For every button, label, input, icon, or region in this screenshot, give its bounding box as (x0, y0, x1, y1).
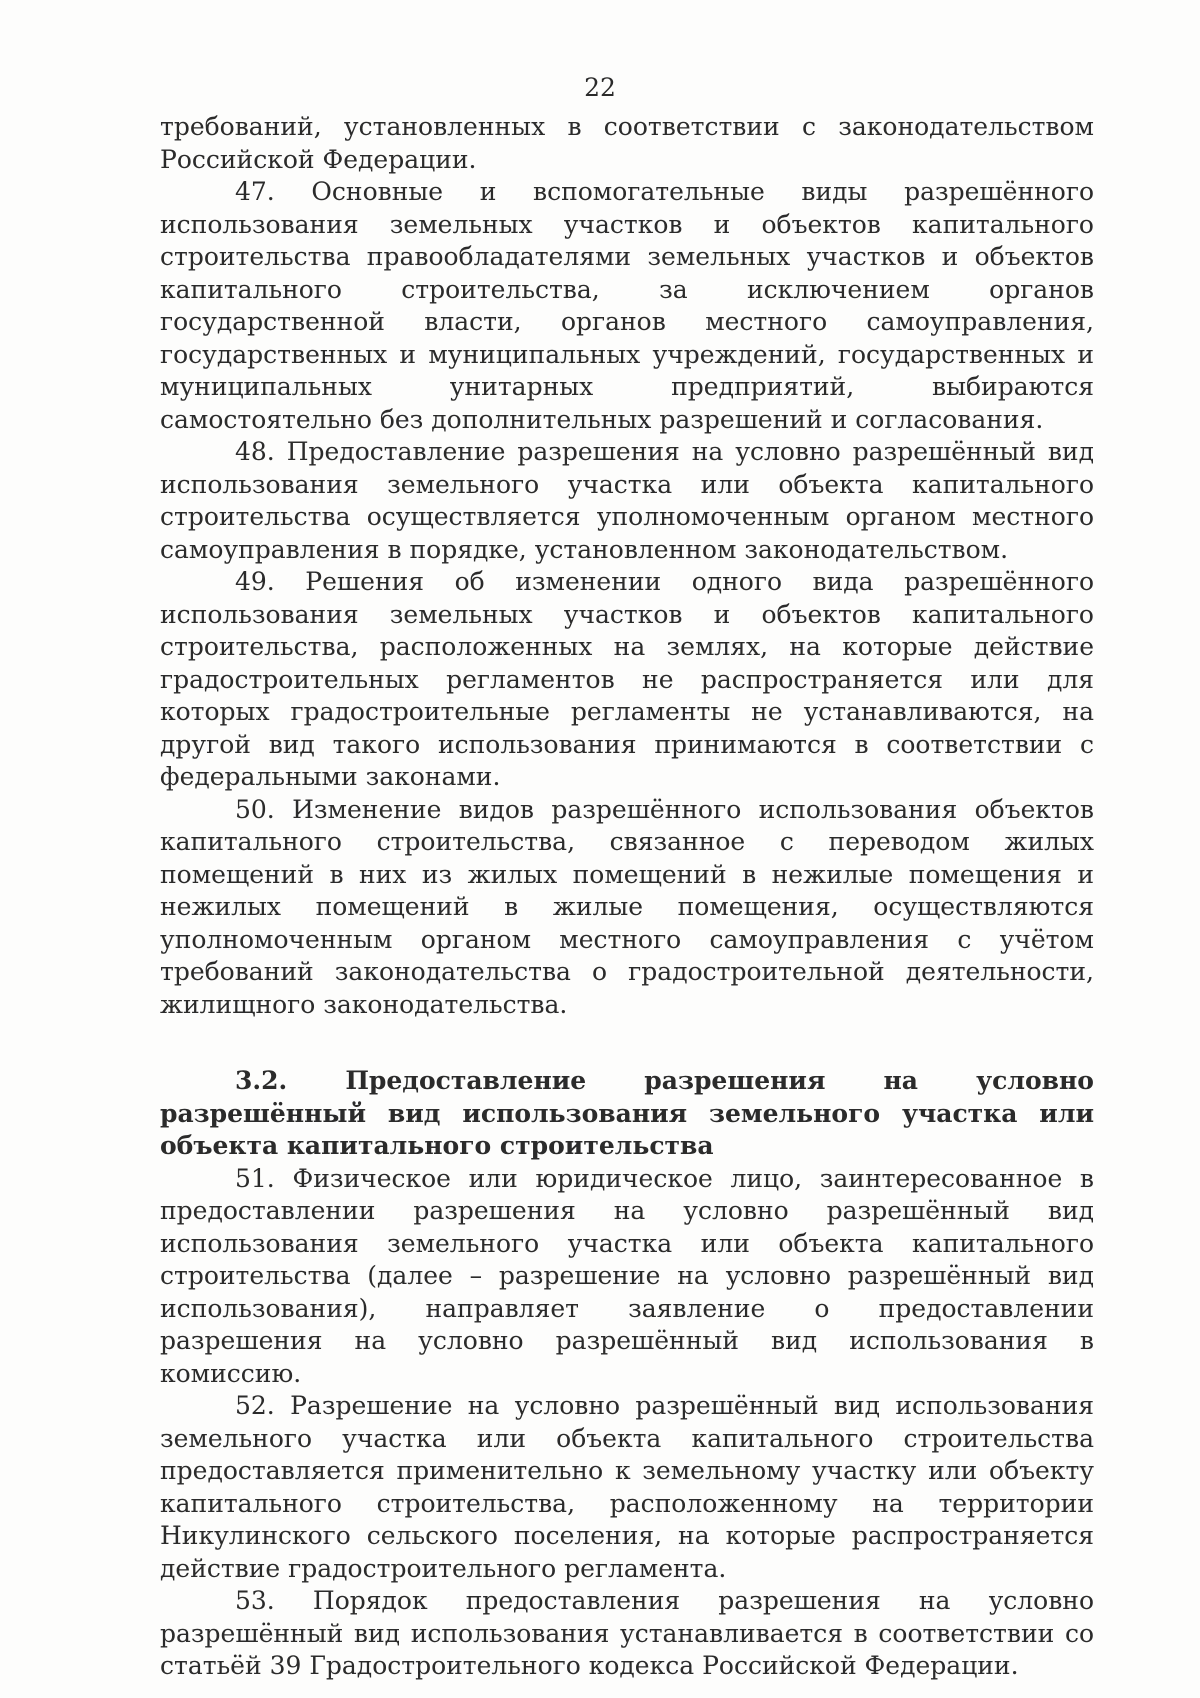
paragraph-number: 53. (235, 1586, 275, 1615)
paragraph-number: 52. (235, 1391, 275, 1420)
paragraph-text: Основные и вспомогательные виды разрешённого использования земельных участков и объектов капитального строительства правообладателями земельных участков и объектов капитального строительства, за исключением органов государственной власти, органов местного самоуправления, государственных и муниципальных учреждений, государственных и муниципальных унитарных предприятий, выбираются самостоятельно без дополнительных разрешений и согласования. (160, 177, 1094, 434)
paragraph-p47 (160, 176, 1094, 436)
paragraphs-before-section (160, 111, 1094, 1021)
paragraph-text: Порядок предоставления разрешения на условно разрешённый вид использования устанавливается в соответствии со статьёй 39 Градостроительного кодекса Российской Федерации. (160, 1586, 1095, 1680)
paragraph-text: Физическое или юридическое лицо, заинтересованное в предоставлении разрешения на условно разрешённый вид использования земельного участка или объекта капитального строительства (далее – разрешение на условно разрешённый вид использования), направляет заявление о предоставлении разрешения на условно разрешённый вид использования в комиссию. (160, 1163, 1095, 1388)
paragraph-p53 (160, 1585, 1094, 1683)
section-heading (160, 1065, 1094, 1163)
section-number: 3.2. (235, 1066, 288, 1095)
paragraph-text: Решения об изменении одного вида разрешённого использования земельных участков и объектов капитального строительства, расположенных на землях, на которые действие градостроительных регламентов не распространяется или для которых градостроительные регламенты не устанавливаются, на другой вид такого использования принимаются в соответствии с федеральными законами. (160, 567, 1094, 791)
paragraph-p51 (160, 1163, 1094, 1391)
paragraph-number: 47. (235, 177, 275, 206)
paragraph-text: Предоставление разрешения на условно разрешённый вид использования земельного участка или объекта капитального строительства осуществляется уполномоченным органом местного самоуправления в порядке, установленном законодательством. (160, 437, 1094, 564)
paragraph-number: 50. (235, 794, 275, 824)
page-number: 22 (584, 73, 616, 102)
paragraph-p52 (160, 1390, 1094, 1585)
paragraph-p49 (160, 566, 1094, 794)
section-title: Предоставление разрешения на условно разрешённый вид использования земельного участка или объекта капитального строительства (160, 1066, 1094, 1160)
paragraph-text: Изменение видов разрешённого использования объектов капитального строительства, связанное с переводом жилых помещений в них из жилых помещений в нежилые помещения и нежилых помещений в жилые помещения, осуществляются уполномоченным органом местного самоуправления с учётом требований законодательства о градостроительной деятельности, жилищного законодательства. (160, 794, 1094, 1019)
paragraph-number: 48. (235, 437, 275, 466)
paragraph-number: 49. (235, 567, 275, 596)
paragraph-p48 (160, 436, 1094, 566)
paragraph-text: требований, установленных в соответствии с законодательством Российской Федерации. (160, 112, 1094, 174)
document-body (160, 111, 1094, 1683)
paragraph-number: 51. (235, 1163, 275, 1193)
paragraph-p50 (160, 794, 1094, 1022)
paragraphs-after-section (160, 1163, 1094, 1683)
paragraph-cont (160, 111, 1094, 176)
paragraph-text: Разрешение на условно разрешённый вид использования земельного участка или объекта капитального строительства предоставляется применительно к земельному участку или объекту капитального строительства, расположенному на территории Никулинского сельского поселения, на которые распространяется действие градостроительного регламента. (160, 1391, 1095, 1583)
